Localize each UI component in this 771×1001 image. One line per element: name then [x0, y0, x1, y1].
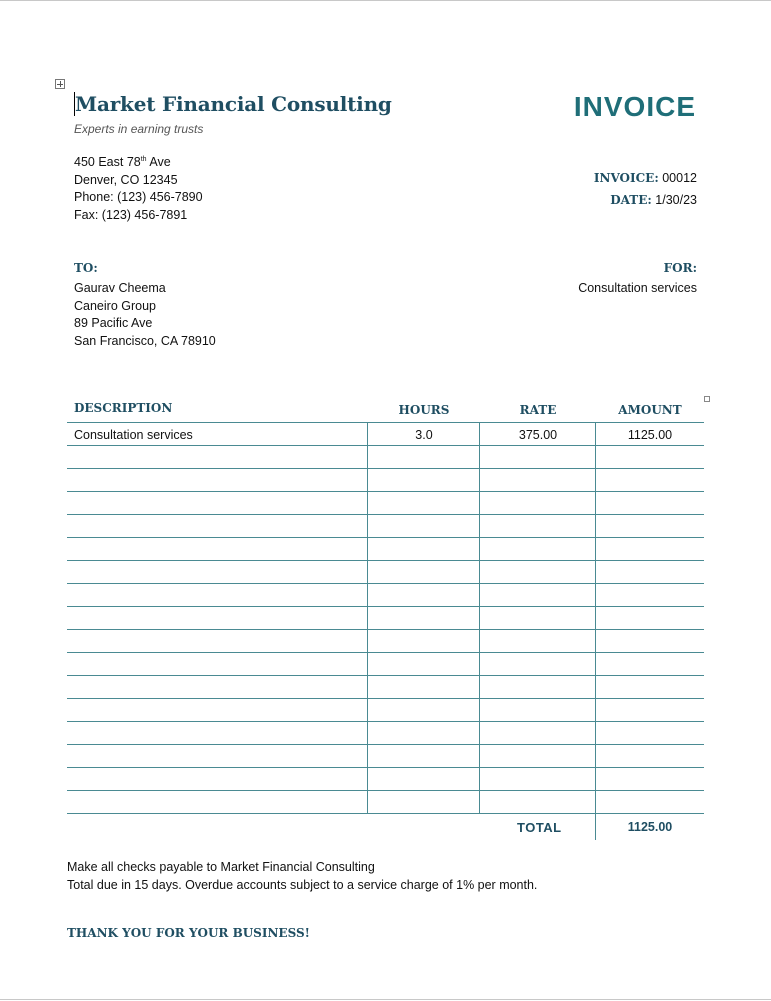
- table-row-rule: [67, 790, 704, 791]
- table-row-rule: [67, 537, 704, 538]
- invoice-date: 1/30/23: [655, 193, 697, 207]
- address-ordinal: th: [140, 156, 147, 163]
- table-row-rule: [67, 514, 704, 515]
- row-1-description[interactable]: Consultation services: [74, 428, 193, 442]
- payment-terms: [67, 858, 537, 894]
- table-row-rule: [67, 721, 704, 722]
- company-fax[interactable]: Fax: (123) 456-7891: [74, 207, 188, 222]
- table-row-rule: [67, 698, 704, 699]
- address-line-1[interactable]: [74, 151, 203, 172]
- total-value[interactable]: 1125.00: [627, 820, 673, 834]
- table-resize-handle-icon[interactable]: [704, 396, 710, 402]
- invoice-number-label: INVOICE:: [593, 171, 659, 185]
- row-1-rate[interactable]: 375.00: [518, 428, 558, 442]
- table-row-rule: [67, 422, 704, 423]
- table-row-rule: [67, 606, 704, 607]
- client-name[interactable]: Gaurav Cheema: [74, 281, 166, 295]
- for-label[interactable]: FOR:: [663, 261, 697, 275]
- company-phone[interactable]: Phone: (123) 456-7890: [74, 190, 203, 204]
- row-1-amount[interactable]: 1125.00: [627, 428, 673, 442]
- table-row-rule: [67, 560, 704, 561]
- address-street: 450 East 78: [74, 155, 141, 169]
- table-column-rule: [367, 422, 368, 813]
- invoice-number-line[interactable]: [594, 171, 697, 185]
- row-1-hours[interactable]: 3.0: [415, 428, 433, 442]
- thank-you-note[interactable]: THANK YOU FOR YOUR BUSINESS!: [67, 926, 310, 940]
- table-row-rule: [67, 767, 704, 768]
- table-row-rule: [67, 744, 704, 745]
- table-column-rule: [595, 422, 596, 840]
- invoice-date-line[interactable]: [610, 193, 697, 207]
- company-address: [74, 151, 203, 224]
- invoice-date-label: DATE:: [610, 193, 652, 207]
- header-rate[interactable]: RATE: [519, 403, 557, 417]
- page-top-border: [0, 0, 771, 1]
- address-street-suffix: Ave: [146, 155, 171, 169]
- bill-to-block: [74, 280, 216, 350]
- table-row-rule: [67, 652, 704, 653]
- table-row-rule: [67, 583, 704, 584]
- address-line-2[interactable]: Denver, CO 12345: [74, 172, 178, 187]
- table-row-rule: [67, 813, 704, 814]
- table-row-rule: [67, 468, 704, 469]
- table-column-rule: [479, 422, 480, 813]
- invoice-number: 00012: [662, 171, 697, 185]
- company-name[interactable]: Market Financial Consulting: [75, 92, 392, 116]
- table-row-rule: [67, 629, 704, 630]
- table-move-handle-icon[interactable]: [55, 79, 65, 89]
- table-row-rule: [67, 675, 704, 676]
- header-hours[interactable]: HOURS: [398, 403, 450, 417]
- page-bottom-border: [0, 999, 771, 1000]
- client-city[interactable]: San Francisco, CA 78910: [74, 333, 216, 348]
- company-slogan[interactable]: Experts in earning trusts: [74, 122, 204, 136]
- table-row-rule: [67, 491, 704, 492]
- table-row-rule: [67, 445, 704, 446]
- client-company[interactable]: Caneiro Group: [74, 298, 156, 313]
- payment-instruction[interactable]: Make all checks payable to Market Financial Consulting: [67, 860, 375, 874]
- header-amount[interactable]: AMOUNT: [618, 403, 682, 417]
- header-description[interactable]: DESCRIPTION: [74, 401, 173, 415]
- total-label[interactable]: TOTAL: [517, 820, 562, 835]
- payment-due-terms[interactable]: Total due in 15 days. Overdue accounts subject to a service charge of 1% per month.: [67, 878, 538, 892]
- for-value[interactable]: Consultation services: [578, 281, 697, 295]
- invoice-title[interactable]: INVOICE: [573, 91, 696, 122]
- to-label[interactable]: TO:: [74, 261, 98, 275]
- client-street[interactable]: 89 Pacific Ave: [74, 316, 153, 330]
